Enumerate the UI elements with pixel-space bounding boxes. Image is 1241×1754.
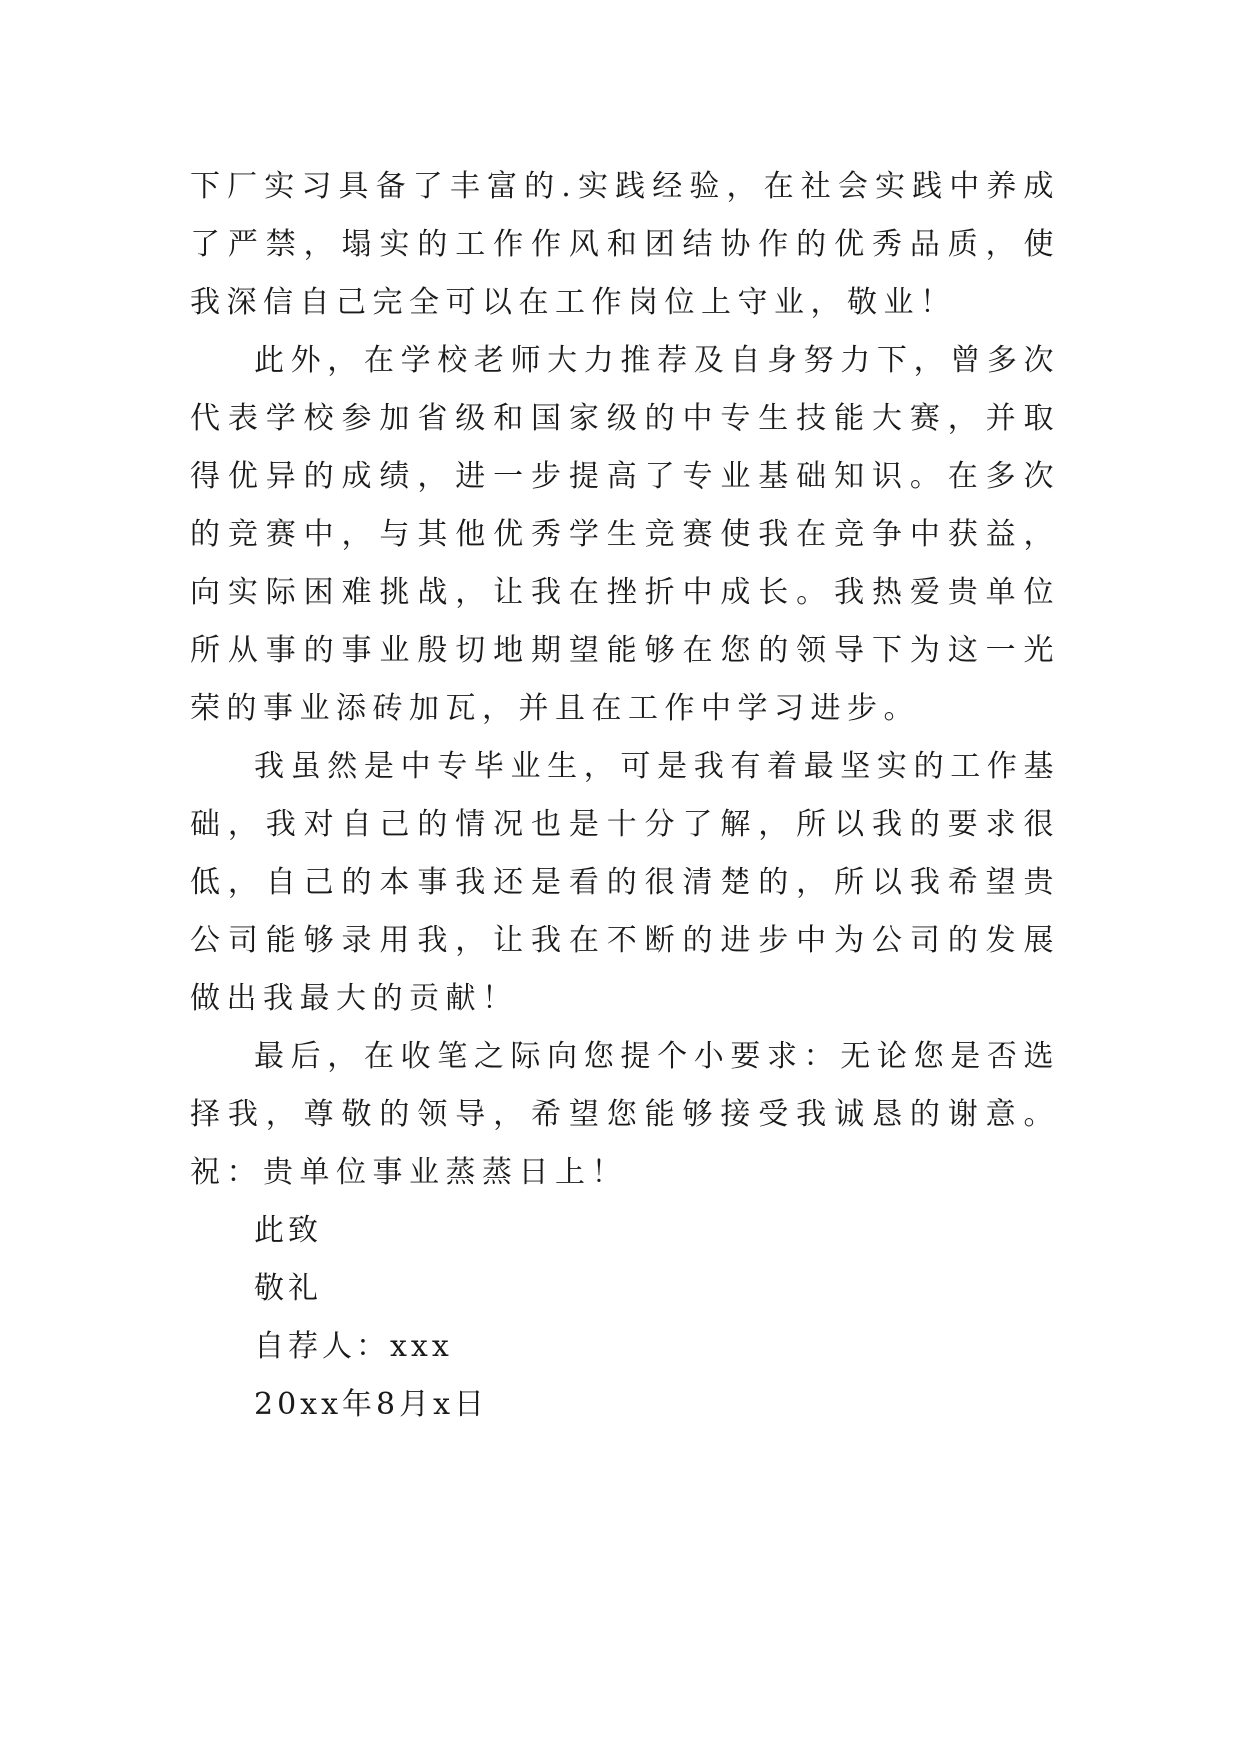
letter-body — [190, 158, 1060, 1434]
closing-regards: 敬礼 — [254, 1271, 322, 1306]
paragraph-closing-request: 最后，在收笔之际向您提个小要求：无论您是否选择我，尊敬的领导，希望您能够接受我诚恳的谢意。祝：贵单位事业蒸蒸日上！ — [190, 1039, 1060, 1190]
date-line: 20xx年8月x日 — [254, 1387, 489, 1422]
signature-line: 自荐人：xxx — [254, 1329, 453, 1364]
closing-salutation: 此致 — [254, 1213, 322, 1248]
paragraph-self-assessment: 我虽然是中专毕业生，可是我有着最坚实的工作基础，我对自己的情况也是十分了解，所以我的要求很低，自己的本事我还是看的很清楚的，所以我希望贵公司能够录用我，让我在不断的进步中为公司的发展做出我最大的贡献！ — [190, 749, 1060, 1016]
paragraph-achievements: 此外，在学校老师大力推荐及自身努力下，曾多次代表学校参加省级和国家级的中专生技能大赛，并取得优异的成绩，进一步提高了专业基础知识。在多次的竞赛中，与其他优秀学生竞赛使我在竞争中获益，向实际困难挑战，让我在挫折中成长。我热爱贵单位所从事的事业殷切地期望能够在您的领导下为这一光荣的事业添砖加瓦，并且在工作中学习进步。 — [190, 343, 1060, 726]
paragraph-continuation: 下厂实习具备了丰富的.实践经验，在社会实践中养成了严禁，塌实的工作作风和团结协作的优秀品质，使我深信自己完全可以在工作岗位上守业，敬业！ — [190, 169, 1060, 320]
